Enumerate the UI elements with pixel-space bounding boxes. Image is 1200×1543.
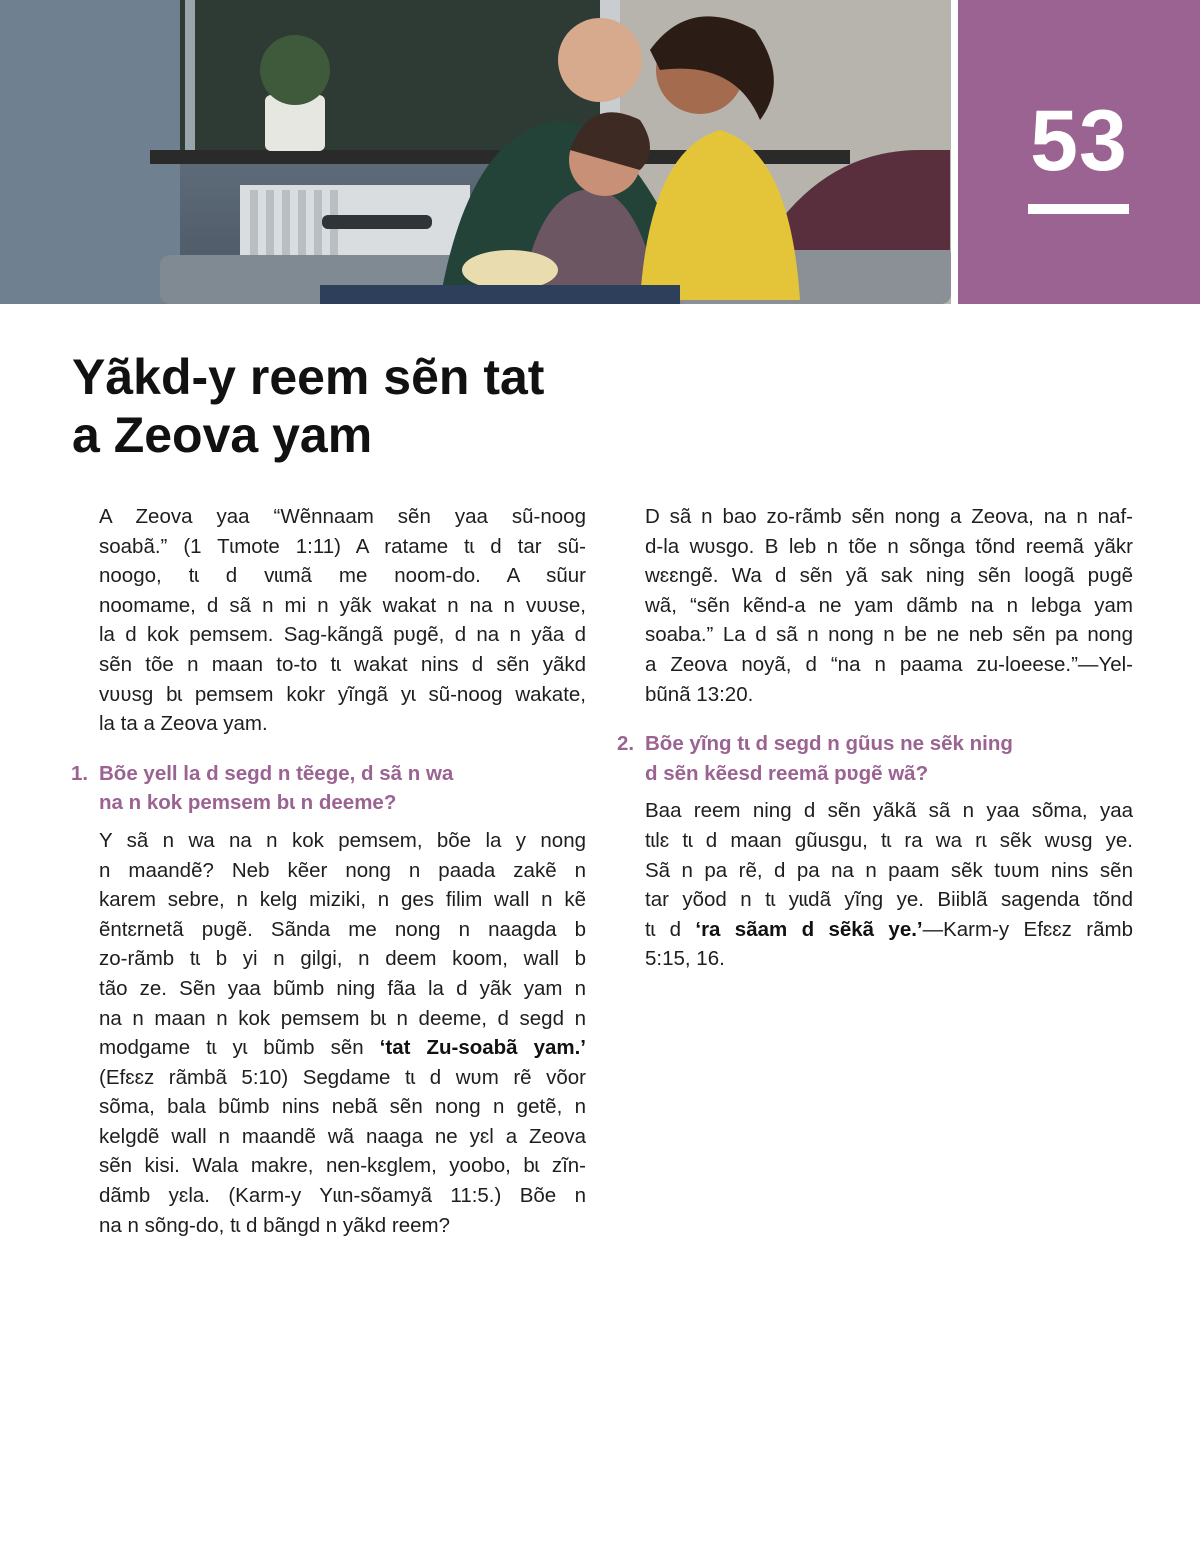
text-line: 5:15, 16. bbox=[645, 947, 725, 971]
text-segment: tɩ d bbox=[645, 917, 682, 941]
text-line: n maandẽ? Neb kẽer nong n paada zakẽ n bbox=[99, 858, 586, 882]
scripture-quote: ‘tat Zu-soabã yam.’ bbox=[379, 1036, 587, 1060]
lesson-number: 53 bbox=[1030, 93, 1128, 189]
text-line: Baa reem ning d sẽn yãkã sã n yaa sõma, yaa bbox=[645, 799, 1133, 823]
text-line: karem sebre, n kelg miziki, n ges filim wall n kẽ bbox=[99, 888, 586, 912]
text-line: tão ze. Sẽn yaa bũmb ning fãa la d yãk yam n bbox=[99, 976, 586, 1000]
question-line: Bõe yĩng tɩ d segd n gũus ne sẽk ning bbox=[645, 732, 1013, 756]
text-line: na n sõng-do, tɩ d bãngd n yãkd reem? bbox=[99, 1213, 451, 1237]
text-line: Y sã n wa na n kok pemsem, bõe la y nong bbox=[99, 828, 586, 852]
text-line: (Efɛɛz rãmbã 5:10) Segdame tɩ d wʋm rẽ võor bbox=[99, 1065, 586, 1089]
text-line: zo-rãmb tɩ b yi n gilgi, n deem koom, wall b bbox=[99, 947, 586, 971]
text-line: la ta a Zeova yam. bbox=[99, 712, 268, 736]
text-line: bũnã 13:20. bbox=[645, 682, 754, 706]
question-number: 1. bbox=[71, 761, 89, 785]
text-line: sẽn kisi. Wala makre, nen-kɛglem, yoobo, bɩ zĩn- bbox=[99, 1154, 586, 1178]
text-line: dãmb yɛla. (Karm-y Yɩɩn-sõamyã 11:5.) Bõe n bbox=[99, 1184, 586, 1208]
text-line: A Zeova yaa “Wẽnnaam sẽn yaa sũ-noog bbox=[99, 505, 586, 528]
text-line: a Zeova noyã, d “na n paama zu-loeese.”—Yel- bbox=[645, 652, 1133, 676]
text-line: wɛɛngẽ. Wa d sẽn yã sak ning sẽn loogã pʋgẽ bbox=[645, 564, 1133, 588]
text-line: noomame, d sã n mi n yãk wakat n na n vʋʋse, bbox=[99, 593, 586, 617]
right-intro-paragraph bbox=[645, 502, 1133, 709]
right-column bbox=[617, 502, 1133, 974]
question-2-heading bbox=[617, 729, 1133, 788]
text-line: wã, “sẽn kẽnd-a ne yam dãmb na n lebga yam bbox=[645, 593, 1133, 617]
text-line: ẽntɛrnetã pʋgẽ. Sãnda me nong n naagda b bbox=[99, 917, 586, 941]
text-line: tɩlɛ tɩ d maan gũusgu, tɩ ra wa rɩ sẽk wʋsg ye. bbox=[645, 828, 1133, 852]
text-line: sõma, bala bũmb nins nebã sẽn nong n getẽ, n bbox=[99, 1095, 586, 1119]
question-line: na n kok pemsem bɩ n deeme? bbox=[99, 791, 397, 815]
text-segment: modgame tɩ yɩ bũmb sẽn bbox=[99, 1036, 364, 1060]
lesson-number-box bbox=[958, 0, 1200, 304]
title-line-2: a Zeova yam bbox=[72, 407, 373, 463]
hero-photo bbox=[0, 0, 951, 304]
question-line: d sẽn kẽesd reemã pʋgẽ wã? bbox=[645, 761, 929, 785]
left-column bbox=[71, 502, 587, 1240]
text-line bbox=[99, 1033, 586, 1063]
question-1-heading bbox=[71, 759, 586, 818]
text-segment: —Karm-y Efɛɛz rãmb bbox=[922, 917, 1133, 941]
question-number: 2. bbox=[617, 732, 635, 756]
text-line: soaba.” La d sã n nong n be ne neb sẽn pa nong bbox=[645, 623, 1133, 647]
text-line: soabã.” (1 Tɩmote 1:11) A ratame tɩ d tar sũ- bbox=[99, 534, 586, 558]
text-line: D sã n bao zo-rãmb sẽn nong a Zeova, na n naf- bbox=[645, 505, 1133, 528]
text-line: vʋʋsg bɩ pemsem kokr yĩngã yɩ sũ-noog wakate, bbox=[99, 682, 586, 706]
scripture-quote: ‘ra sãam d sẽkã ye.’ bbox=[695, 917, 923, 941]
text-line bbox=[645, 915, 1133, 945]
family-on-couch-illustration bbox=[0, 0, 951, 304]
text-line: Sã n pa rẽ, d pa na n paam sẽk tʋʋm nins sẽn bbox=[645, 858, 1133, 882]
intro-paragraph bbox=[99, 502, 586, 739]
section-1-paragraph bbox=[99, 826, 586, 1240]
title-line-1: Yãkd-y reem sẽn tat bbox=[72, 349, 545, 405]
text-line: tar yõod n tɩ yɩɩdã yĩng ye. Biiblã sagenda tõnd bbox=[645, 888, 1133, 912]
text-line: na n maan n kok pemsem bɩ n deeme, d segd n bbox=[99, 1006, 586, 1030]
question-line: Bõe yell la d segd n tẽege, d sã n wa bbox=[99, 761, 454, 785]
page-title bbox=[72, 348, 544, 464]
lesson-number-underline bbox=[1028, 204, 1129, 214]
text-line: d-la wʋsgo. B leb n tõe n sõnga tõnd reemã yãkr bbox=[645, 534, 1133, 558]
text-line: sẽn tõe n maan to-to tɩ wakat nins d sẽn yãkd bbox=[99, 652, 586, 676]
text-line: noogo, tɩ d vɩɩmã me noom-do. A sũur bbox=[99, 564, 586, 588]
section-2-paragraph bbox=[645, 796, 1133, 974]
text-line: kelgdẽ wall n maandẽ wã naaga ne yɛl a Zeova bbox=[99, 1124, 586, 1148]
text-line: la d kok pemsem. Sag-kãngã pʋgẽ, d na n yãa d bbox=[99, 623, 586, 647]
